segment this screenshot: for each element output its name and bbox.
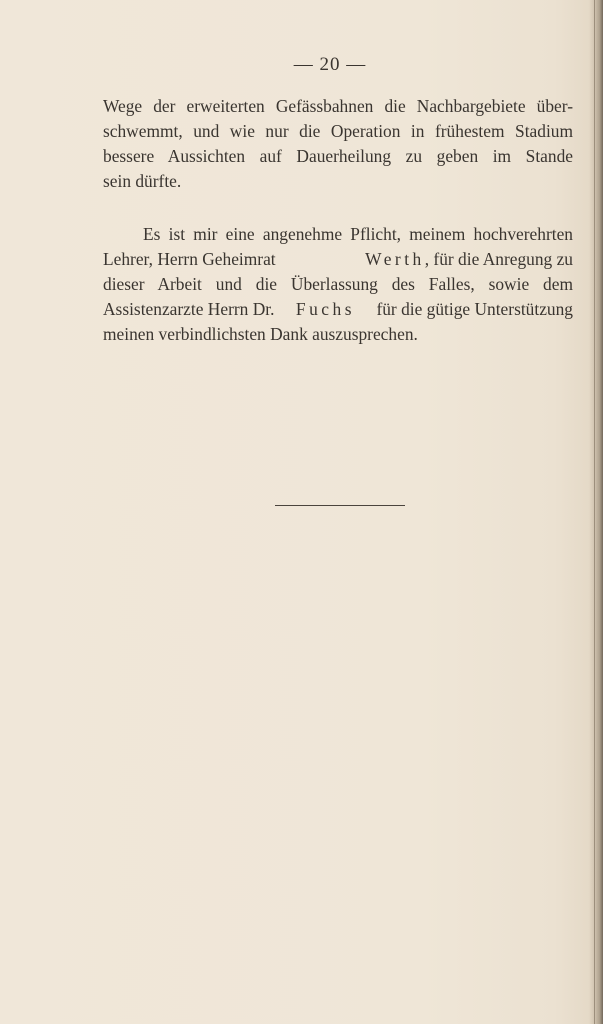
paragraph-2-line-5: meinen verbindlichsten Dank auszusprechen.: [103, 324, 418, 344]
text-segment: für die gütige Unterstützung: [376, 299, 573, 319]
paragraph-2-line-3: dieser Arbeit und die Überlassung des Falles, sowie dem: [103, 274, 573, 294]
paragraph-1-line-2: schwemmt, und wie nur die Operation in frühestem Stadium: [103, 121, 573, 141]
name-werth: Werth: [365, 249, 425, 269]
paragraph-1-line-1: Wege der erweiterten Gefässbahnen die Nachbargebiete über-: [103, 96, 573, 116]
text-segment: Assistenzarzte Herrn Dr.: [103, 299, 275, 319]
paragraph-2: [103, 222, 573, 347]
page-edge-shadow: [589, 0, 603, 1024]
text-segment: Lehrer, Herrn Geheimrat: [103, 249, 276, 269]
paragraph-2-line-2: [103, 247, 573, 272]
paragraph-2-line-4: [103, 297, 573, 322]
paragraph-1-line-3: bessere Aussichten auf Dauerheilung zu geben im Stande: [103, 146, 573, 166]
name-fuchs: Fuchs: [295, 299, 355, 319]
page-edge-line: [594, 0, 595, 1024]
text-segment: , für die Anregung zu: [424, 249, 573, 269]
paragraph-2-line-1: Es ist mir eine angenehme Pflicht, meinem hochverehrten: [143, 224, 573, 244]
paragraph-1-line-4: sein dürfte.: [103, 171, 182, 191]
paragraph-1: [103, 94, 573, 194]
closing-rule: [275, 505, 405, 506]
page-number: — 20 —: [293, 54, 367, 75]
